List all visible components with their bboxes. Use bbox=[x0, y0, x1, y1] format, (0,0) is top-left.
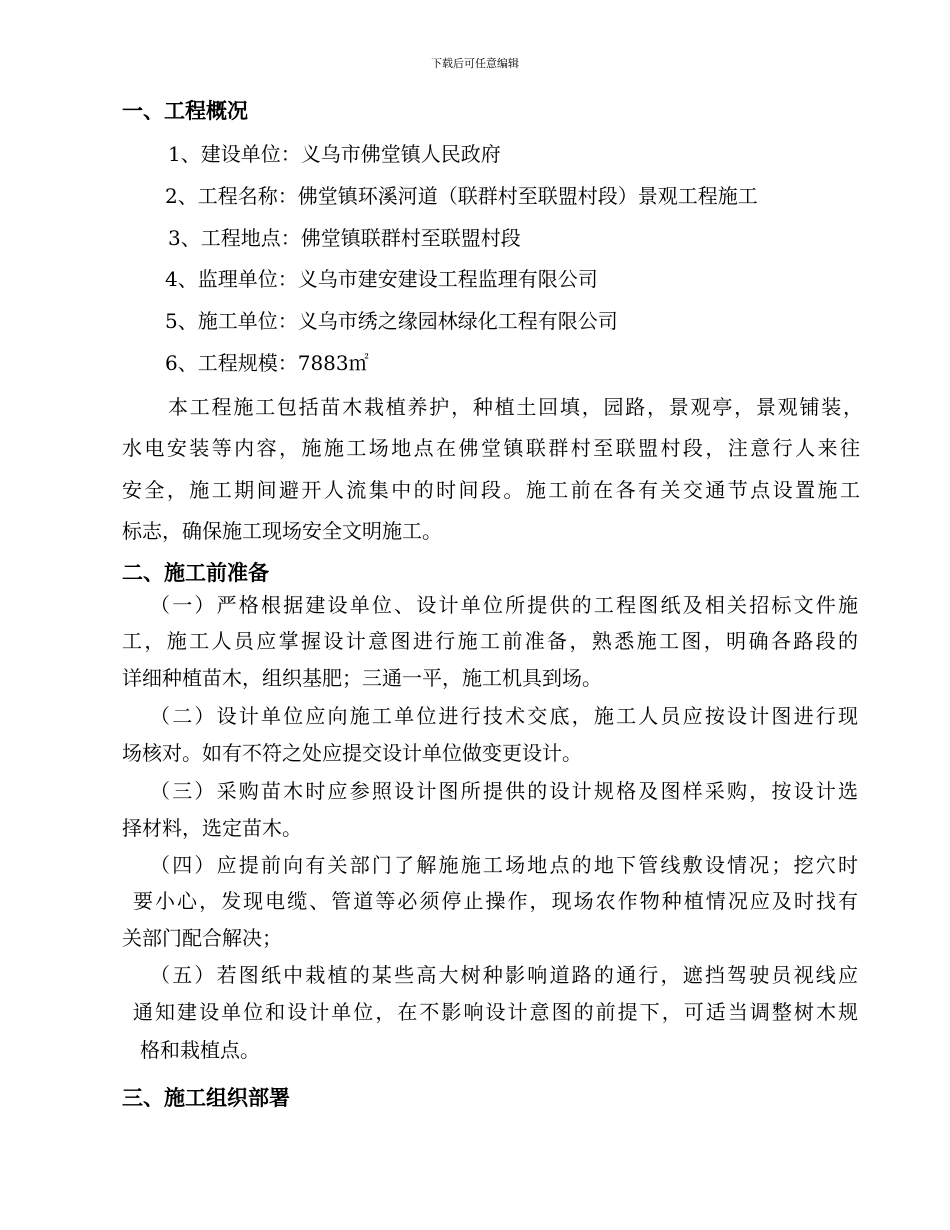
prep-4-line-3: 关部门配合解决； bbox=[122, 926, 282, 950]
prep-1-line-1: （一）严格根据建设单位、设计单位所提供的工程图纸及相关招标文件施 bbox=[150, 593, 858, 617]
prep-3-line-2: 择材料，选定苗木。 bbox=[122, 816, 302, 840]
prep-1-line-3: 详细种植苗木，组织基肥；三通一平，施工机具到场。 bbox=[122, 666, 602, 690]
overview-line-1: 本工程施工包括苗木栽植养护，种植土回填，园路，景观亭，景观铺装， bbox=[168, 395, 863, 419]
prep-5-line-3: 格和栽植点。 bbox=[140, 1038, 260, 1062]
overview-line-4: 标志，确保施工现场安全文明施工。 bbox=[122, 519, 442, 543]
project-item-2: 2、工程名称：佛堂镇环溪河道（联群村至联盟村段）景观工程施工 bbox=[165, 184, 758, 208]
project-item-5: 5、施工单位：义乌市绣之缘园林绿化工程有限公司 bbox=[165, 309, 618, 333]
prep-5-line-2: 通知建设单位和设计单位，在不影响设计意图的前提下，可适当调整树木规 bbox=[133, 1000, 858, 1024]
page-header: 下载后可任意编辑 bbox=[431, 57, 519, 70]
project-item-3: 3、工程地点：佛堂镇联群村至联盟村段 bbox=[168, 226, 521, 250]
project-item-6: 6、工程规模：7883㎡ bbox=[165, 351, 369, 375]
prep-4-line-2: 要小心，发现电缆、管道等必须停止操作，现场农作物种植情况应及时找有 bbox=[133, 889, 858, 913]
prep-5-line-1: （五）若图纸中栽植的某些高大树种影响道路的通行，遮挡驾驶员视线应 bbox=[150, 963, 858, 987]
project-item-4: 4、监理单位：义乌市建安建设工程监理有限公司 bbox=[165, 267, 598, 291]
prep-4-line-1: （四）应提前向有关部门了解施施工场地点的地下管线敷设情况；挖穴时 bbox=[150, 853, 858, 877]
section-1-title: 一、工程概况 bbox=[122, 99, 248, 123]
section-3-title: 三、施工组织部署 bbox=[122, 1086, 290, 1110]
prep-1-line-2: 工，施工人员应掌握设计意图进行施工前准备，熟悉施工图，明确各路段的 bbox=[122, 629, 858, 653]
prep-2-line-2: 场核对。如有不符之处应提交设计单位做变更设计。 bbox=[122, 741, 582, 765]
section-2-title: 二、施工前准备 bbox=[122, 561, 269, 585]
prep-3-line-1: （三）采购苗木时应参照设计图所提供的设计规格及图样采购，按设计选 bbox=[150, 779, 858, 803]
overview-line-3: 安全，施工期间避开人流集中的时间段。施工前在各有关交通节点设置施工 bbox=[122, 478, 860, 502]
project-item-1: 1、建设单位：义乌市佛堂镇人民政府 bbox=[168, 142, 501, 166]
overview-line-2: 水电安装等内容，施施工场地点在佛堂镇联群村至联盟村段，注意行人来往 bbox=[122, 436, 860, 460]
prep-2-line-1: （二）设计单位应向施工单位进行技术交底，施工人员应按设计图进行现 bbox=[150, 704, 858, 728]
